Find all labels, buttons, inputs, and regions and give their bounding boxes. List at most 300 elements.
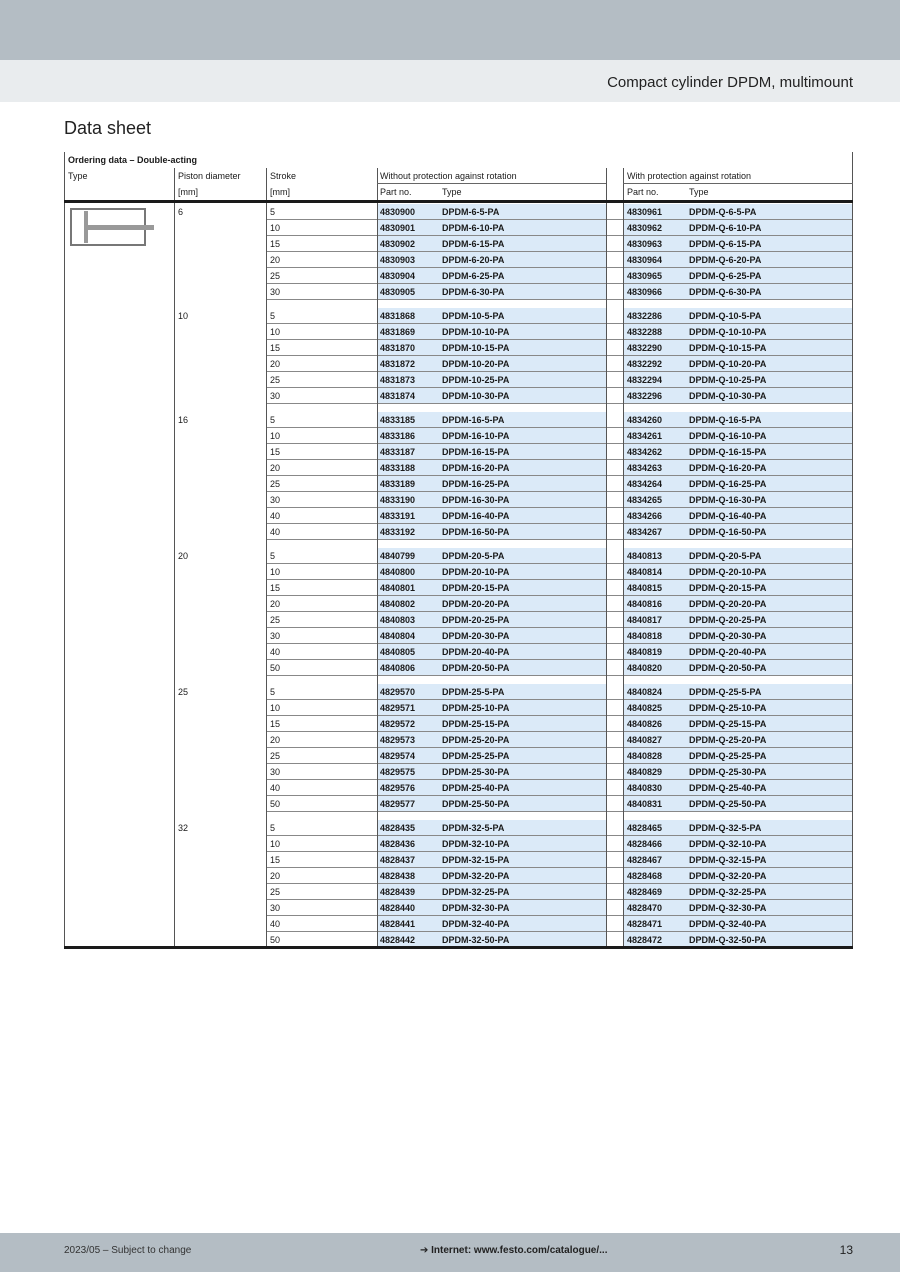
type-cell: DPDM-10-5-PA [442, 311, 505, 321]
table-row [64, 340, 853, 356]
table-row [64, 612, 853, 628]
part-no-cell: 4829573 [380, 735, 416, 745]
stroke-cell: 25 [270, 271, 281, 281]
part-no-q-cell: 4832292 [627, 359, 663, 369]
header-divider [377, 183, 606, 184]
table-row [64, 356, 853, 372]
table-right-border [852, 152, 853, 948]
type-cell: DPDM-25-40-PA [442, 783, 510, 793]
part-no-cell: 4840801 [380, 583, 416, 593]
table-row [64, 796, 853, 812]
stroke-cell: 15 [270, 343, 281, 353]
table-row [64, 492, 853, 508]
stroke-cell: 15 [270, 239, 281, 249]
table-caption-row [64, 152, 853, 168]
part-no-cell: 4829575 [380, 767, 416, 777]
type-q-cell: DPDM-Q-25-10-PA [689, 703, 767, 713]
part-no-cell: 4833185 [380, 415, 416, 425]
type-cell: DPDM-20-10-PA [442, 567, 510, 577]
page-number: 13 [839, 1243, 853, 1257]
type-cell: DPDM-6-20-PA [442, 255, 505, 265]
part-no-q-cell: 4828468 [627, 871, 663, 881]
stroke-cell: 40 [270, 783, 281, 793]
footer-date: 2023/05 – Subject to change [64, 1245, 192, 1256]
type-q-cell: DPDM-Q-6-20-PA [689, 255, 762, 265]
part-no-cell: 4830903 [380, 255, 416, 265]
stroke-cell: 30 [270, 903, 281, 913]
col-unit-stroke: [mm] [270, 187, 290, 197]
type-cell: DPDM-32-10-PA [442, 839, 510, 849]
part-no-q-cell: 4834267 [627, 527, 663, 537]
type-cell: DPDM-20-20-PA [442, 599, 510, 609]
table-subheader-row [64, 184, 853, 200]
col-unit-piston: [mm] [178, 187, 198, 197]
stroke-cell: 5 [270, 415, 276, 425]
stroke-cell: 20 [270, 359, 281, 369]
col-divider [174, 168, 175, 948]
type-cell: DPDM-32-25-PA [442, 887, 510, 897]
type-cell: DPDM-20-50-PA [442, 663, 510, 673]
stroke-cell: 20 [270, 255, 281, 265]
type-cell: DPDM-32-5-PA [442, 823, 505, 833]
part-no-q-cell: 4840827 [627, 735, 663, 745]
part-no-q-cell: 4830965 [627, 271, 663, 281]
part-no-q-cell: 4828466 [627, 839, 663, 849]
part-no-q-cell: 4840826 [627, 719, 663, 729]
part-no-cell: 4828438 [380, 871, 416, 881]
part-no-cell: 4831874 [380, 391, 416, 401]
type-cell: DPDM-16-15-PA [442, 447, 510, 457]
type-q-cell: DPDM-Q-32-50-PA [689, 935, 767, 945]
part-no-cell: 4829577 [380, 799, 416, 809]
part-no-q-cell: 4834265 [627, 495, 663, 505]
table-row [64, 444, 853, 460]
stroke-cell: 30 [270, 767, 281, 777]
stroke-cell: 50 [270, 935, 281, 945]
part-no-q-cell: 4834262 [627, 447, 663, 457]
type-q-cell: DPDM-Q-6-15-PA [689, 239, 762, 249]
col-divider [606, 168, 607, 948]
table-row [64, 780, 853, 796]
stroke-cell: 25 [270, 615, 281, 625]
part-no-q-cell: 4830961 [627, 207, 663, 217]
stroke-cell: 30 [270, 495, 281, 505]
stroke-cell: 30 [270, 391, 281, 401]
part-no-cell: 4833191 [380, 511, 416, 521]
piston-diameter-cell: 6 [178, 207, 184, 217]
part-no-cell: 4831868 [380, 311, 416, 321]
part-no-cell: 4828437 [380, 855, 416, 865]
table-row [64, 732, 853, 748]
table-row [64, 372, 853, 388]
type-cell: DPDM-25-10-PA [442, 703, 510, 713]
stroke-cell: 50 [270, 663, 281, 673]
type-cell: DPDM-32-15-PA [442, 855, 510, 865]
stroke-cell: 10 [270, 431, 281, 441]
part-no-q-cell: 4840824 [627, 687, 663, 697]
part-no-q-cell: 4840815 [627, 583, 663, 593]
part-no-q-cell: 4840825 [627, 703, 663, 713]
stroke-cell: 10 [270, 327, 281, 337]
table-row [64, 900, 853, 916]
table-row [64, 684, 853, 700]
type-cell: DPDM-16-30-PA [442, 495, 510, 505]
table-row [64, 524, 853, 540]
stroke-cell: 15 [270, 583, 281, 593]
part-no-cell: 4831869 [380, 327, 416, 337]
footer-internet-link[interactable]: ➔ Internet: www.festo.com/catalogue/... [420, 1245, 608, 1256]
stroke-cell: 5 [270, 311, 276, 321]
table-row [64, 476, 853, 492]
type-q-cell: DPDM-Q-25-30-PA [689, 767, 767, 777]
stroke-cell: 30 [270, 287, 281, 297]
page-title: Data sheet [64, 118, 152, 138]
type-q-cell: DPDM-Q-25-25-PA [689, 751, 767, 761]
type-cell: DPDM-25-5-PA [442, 687, 505, 697]
group-separator [64, 540, 853, 548]
table-row [64, 284, 853, 300]
table-row [64, 764, 853, 780]
type-q-cell: DPDM-Q-16-25-PA [689, 479, 767, 489]
type-q-cell: DPDM-Q-25-5-PA [689, 687, 762, 697]
piston-diameter-cell: 16 [178, 415, 189, 425]
type-q-cell: DPDM-Q-16-15-PA [689, 447, 767, 457]
part-no-q-cell: 4840813 [627, 551, 663, 561]
type-q-cell: DPDM-Q-16-30-PA [689, 495, 767, 505]
stroke-cell: 10 [270, 567, 281, 577]
table-row [64, 412, 853, 428]
table-row [64, 268, 853, 284]
part-no-q-cell: 4834261 [627, 431, 663, 441]
table-row [64, 820, 853, 836]
header-rule [64, 200, 853, 203]
type-q-cell: DPDM-Q-25-50-PA [689, 799, 767, 809]
part-no-cell: 4830902 [380, 239, 416, 249]
part-no-cell: 4840800 [380, 567, 416, 577]
part-no-cell: 4831870 [380, 343, 416, 353]
type-cell: DPDM-25-50-PA [442, 799, 510, 809]
header-divider [623, 183, 853, 184]
type-cell: DPDM-16-10-PA [442, 431, 510, 441]
stroke-cell: 20 [270, 735, 281, 745]
table-row [64, 252, 853, 268]
header-title: Compact cylinder DPDM, multimount [607, 74, 853, 91]
part-no-cell: 4833190 [380, 495, 416, 505]
part-no-cell: 4828436 [380, 839, 416, 849]
part-no-q-cell: 4828469 [627, 887, 663, 897]
type-cell: DPDM-6-25-PA [442, 271, 505, 281]
table-row [64, 628, 853, 644]
type-cell: DPDM-32-40-PA [442, 919, 510, 929]
piston-diameter-cell: 10 [178, 311, 189, 321]
stroke-cell: 50 [270, 799, 281, 809]
col-header-without-protection: Without protection against rotation [380, 171, 517, 181]
type-q-cell: DPDM-Q-16-50-PA [689, 527, 767, 537]
part-no-q-cell: 4830962 [627, 223, 663, 233]
table-row [64, 548, 853, 564]
col-header-type: Type [68, 171, 88, 181]
part-no-cell: 4829574 [380, 751, 416, 761]
part-no-q-cell: 4828465 [627, 823, 663, 833]
type-q-cell: DPDM-Q-25-40-PA [689, 783, 767, 793]
part-no-q-cell: 4832294 [627, 375, 663, 385]
type-cell: DPDM-25-30-PA [442, 767, 510, 777]
table-row [64, 220, 853, 236]
table-row [64, 324, 853, 340]
type-cell: DPDM-6-15-PA [442, 239, 505, 249]
stroke-cell: 15 [270, 719, 281, 729]
stroke-cell: 25 [270, 751, 281, 761]
stroke-cell: 30 [270, 631, 281, 641]
type-q-cell: DPDM-Q-25-20-PA [689, 735, 767, 745]
stroke-cell: 40 [270, 647, 281, 657]
col-divider [377, 168, 378, 948]
type-cell: DPDM-10-20-PA [442, 359, 510, 369]
stroke-cell: 40 [270, 527, 281, 537]
part-no-cell: 4828442 [380, 935, 416, 945]
table-row [64, 596, 853, 612]
part-no-q-cell: 4828470 [627, 903, 663, 913]
type-q-cell: DPDM-Q-16-5-PA [689, 415, 762, 425]
type-q-cell: DPDM-Q-32-25-PA [689, 887, 767, 897]
col-divider [266, 168, 267, 948]
stroke-cell: 40 [270, 511, 281, 521]
type-cell: DPDM-32-50-PA [442, 935, 510, 945]
type-q-cell: DPDM-Q-6-25-PA [689, 271, 762, 281]
part-no-q-cell: 4828472 [627, 935, 663, 945]
table-bottom-rule [64, 946, 853, 949]
table-header-row [64, 168, 853, 184]
table-row [64, 660, 853, 676]
type-cell: DPDM-16-50-PA [442, 527, 510, 537]
stroke-cell: 25 [270, 479, 281, 489]
group-separator [64, 812, 853, 820]
part-no-q-cell: 4840829 [627, 767, 663, 777]
part-no-cell: 4830904 [380, 271, 416, 281]
table-row [64, 700, 853, 716]
table-left-border [64, 152, 65, 948]
part-no-cell: 4833186 [380, 431, 416, 441]
type-q-cell: DPDM-Q-20-15-PA [689, 583, 767, 593]
type-q-cell: DPDM-Q-10-25-PA [689, 375, 767, 385]
table-row [64, 508, 853, 524]
type-q-cell: DPDM-Q-6-10-PA [689, 223, 762, 233]
type-q-cell: DPDM-Q-16-10-PA [689, 431, 767, 441]
part-no-cell: 4831873 [380, 375, 416, 385]
part-no-cell: 4828439 [380, 887, 416, 897]
part-no-q-cell: 4830963 [627, 239, 663, 249]
part-no-cell: 4829572 [380, 719, 416, 729]
col-header-stroke: Stroke [270, 171, 297, 181]
type-cell: DPDM-20-30-PA [442, 631, 510, 641]
table-row [64, 868, 853, 884]
part-no-cell: 4828440 [380, 903, 416, 913]
top-banner [0, 0, 900, 60]
type-cell: DPDM-16-25-PA [442, 479, 510, 489]
table-row [64, 836, 853, 852]
type-cell: DPDM-6-5-PA [442, 207, 500, 217]
part-no-q-cell: 4834266 [627, 511, 663, 521]
col-sub-type-2: Type [689, 187, 709, 197]
table-caption: Ordering data – Double-acting [68, 155, 198, 165]
type-q-cell: DPDM-Q-32-40-PA [689, 919, 767, 929]
type-q-cell: DPDM-Q-16-40-PA [689, 511, 767, 521]
col-divider [623, 168, 624, 948]
part-no-cell: 4830905 [380, 287, 416, 297]
part-no-cell: 4831872 [380, 359, 416, 369]
table-row [64, 564, 853, 580]
part-no-q-cell: 4840831 [627, 799, 663, 809]
table-row [64, 388, 853, 404]
type-q-cell: DPDM-Q-32-15-PA [689, 855, 767, 865]
stroke-cell: 15 [270, 447, 281, 457]
part-no-cell: 4840799 [380, 551, 416, 561]
type-cell: DPDM-10-15-PA [442, 343, 510, 353]
type-q-cell: DPDM-Q-32-30-PA [689, 903, 767, 913]
type-q-cell: DPDM-Q-20-40-PA [689, 647, 767, 657]
type-q-cell: DPDM-Q-10-30-PA [689, 391, 767, 401]
type-q-cell: DPDM-Q-20-50-PA [689, 663, 767, 673]
part-no-q-cell: 4840816 [627, 599, 663, 609]
stroke-cell: 5 [270, 823, 276, 833]
stroke-cell: 5 [270, 551, 276, 561]
part-no-cell: 4833188 [380, 463, 416, 473]
type-cell: DPDM-16-5-PA [442, 415, 505, 425]
type-cell: DPDM-25-15-PA [442, 719, 510, 729]
stroke-cell: 5 [270, 207, 276, 217]
type-cell: DPDM-16-20-PA [442, 463, 510, 473]
type-q-cell: DPDM-Q-20-25-PA [689, 615, 767, 625]
part-no-cell: 4840804 [380, 631, 416, 641]
type-cell: DPDM-32-30-PA [442, 903, 510, 913]
col-header-piston-diameter: Piston diameter [178, 171, 241, 181]
type-cell: DPDM-10-25-PA [442, 375, 510, 385]
part-no-q-cell: 4832296 [627, 391, 663, 401]
part-no-cell: 4833192 [380, 527, 416, 537]
part-no-q-cell: 4832286 [627, 311, 663, 321]
part-no-q-cell: 4840828 [627, 751, 663, 761]
table-row [64, 428, 853, 444]
part-no-cell: 4840802 [380, 599, 416, 609]
part-no-q-cell: 4834260 [627, 415, 663, 425]
stroke-cell: 5 [270, 687, 276, 697]
piston-diameter-cell: 20 [178, 551, 189, 561]
stroke-cell: 10 [270, 703, 281, 713]
group-separator [64, 676, 853, 684]
stroke-cell: 10 [270, 839, 281, 849]
type-q-cell: DPDM-Q-32-10-PA [689, 839, 767, 849]
part-no-q-cell: 4834264 [627, 479, 663, 489]
type-q-cell: DPDM-Q-32-5-PA [689, 823, 762, 833]
type-q-cell: DPDM-Q-32-20-PA [689, 871, 767, 881]
part-no-q-cell: 4830964 [627, 255, 663, 265]
type-cell: DPDM-10-30-PA [442, 391, 510, 401]
type-cell: DPDM-6-10-PA [442, 223, 505, 233]
table-row [64, 204, 853, 220]
type-q-cell: DPDM-Q-6-30-PA [689, 287, 762, 297]
part-no-cell: 4840806 [380, 663, 416, 673]
type-cell: DPDM-25-25-PA [442, 751, 510, 761]
stroke-cell: 40 [270, 919, 281, 929]
type-cell: DPDM-32-20-PA [442, 871, 510, 881]
type-cell: DPDM-16-40-PA [442, 511, 510, 521]
piston-diameter-cell: 25 [178, 687, 189, 697]
col-sub-partno-2: Part no. [627, 187, 659, 197]
type-cell: DPDM-20-15-PA [442, 583, 510, 593]
col-sub-type-1: Type [442, 187, 462, 197]
part-no-q-cell: 4840814 [627, 567, 663, 577]
table-row [64, 884, 853, 900]
stroke-cell: 25 [270, 375, 281, 385]
ordering-data-table [64, 152, 853, 948]
part-no-cell: 4840805 [380, 647, 416, 657]
group-separator [64, 300, 853, 308]
type-q-cell: DPDM-Q-20-30-PA [689, 631, 767, 641]
stroke-cell: 20 [270, 871, 281, 881]
part-no-q-cell: 4840830 [627, 783, 663, 793]
part-no-q-cell: 4840817 [627, 615, 663, 625]
part-no-q-cell: 4828471 [627, 919, 663, 929]
part-no-q-cell: 4830966 [627, 287, 663, 297]
type-q-cell: DPDM-Q-10-5-PA [689, 311, 762, 321]
type-q-cell: DPDM-Q-16-20-PA [689, 463, 767, 473]
col-sub-partno-1: Part no. [380, 187, 412, 197]
part-no-q-cell: 4840820 [627, 663, 663, 673]
stroke-cell: 25 [270, 887, 281, 897]
type-q-cell: DPDM-Q-6-5-PA [689, 207, 757, 217]
type-cell: DPDM-20-40-PA [442, 647, 510, 657]
part-no-q-cell: 4832288 [627, 327, 663, 337]
table-body [64, 200, 853, 948]
type-q-cell: DPDM-Q-20-5-PA [689, 551, 762, 561]
stroke-cell: 10 [270, 223, 281, 233]
part-no-q-cell: 4834263 [627, 463, 663, 473]
part-no-cell: 4829576 [380, 783, 416, 793]
part-no-cell: 4829571 [380, 703, 416, 713]
table-row [64, 916, 853, 932]
type-q-cell: DPDM-Q-10-10-PA [689, 327, 767, 337]
type-q-cell: DPDM-Q-20-10-PA [689, 567, 767, 577]
part-no-cell: 4833189 [380, 479, 416, 489]
part-no-q-cell: 4840818 [627, 631, 663, 641]
table-row [64, 308, 853, 324]
stroke-cell: 15 [270, 855, 281, 865]
part-no-q-cell: 4840819 [627, 647, 663, 657]
part-no-cell: 4828441 [380, 919, 416, 929]
part-no-cell: 4833187 [380, 447, 416, 457]
type-cell: DPDM-20-25-PA [442, 615, 510, 625]
part-no-cell: 4829570 [380, 687, 416, 697]
type-cell: DPDM-25-20-PA [442, 735, 510, 745]
cylinder-symbol-icon [70, 208, 154, 246]
group-separator [64, 404, 853, 412]
type-q-cell: DPDM-Q-10-15-PA [689, 343, 767, 353]
col-header-with-protection: With protection against rotation [627, 171, 752, 181]
piston-diameter-cell: 32 [178, 823, 189, 833]
table-row [64, 644, 853, 660]
part-no-q-cell: 4828467 [627, 855, 663, 865]
type-cell: DPDM-6-30-PA [442, 287, 505, 297]
table-row [64, 580, 853, 596]
stroke-cell: 20 [270, 599, 281, 609]
stroke-cell: 20 [270, 463, 281, 473]
type-q-cell: DPDM-Q-25-15-PA [689, 719, 767, 729]
part-no-cell: 4830901 [380, 223, 416, 233]
part-no-cell: 4830900 [380, 207, 416, 217]
part-no-cell: 4840803 [380, 615, 416, 625]
type-q-cell: DPDM-Q-10-20-PA [689, 359, 767, 369]
table-row [64, 852, 853, 868]
